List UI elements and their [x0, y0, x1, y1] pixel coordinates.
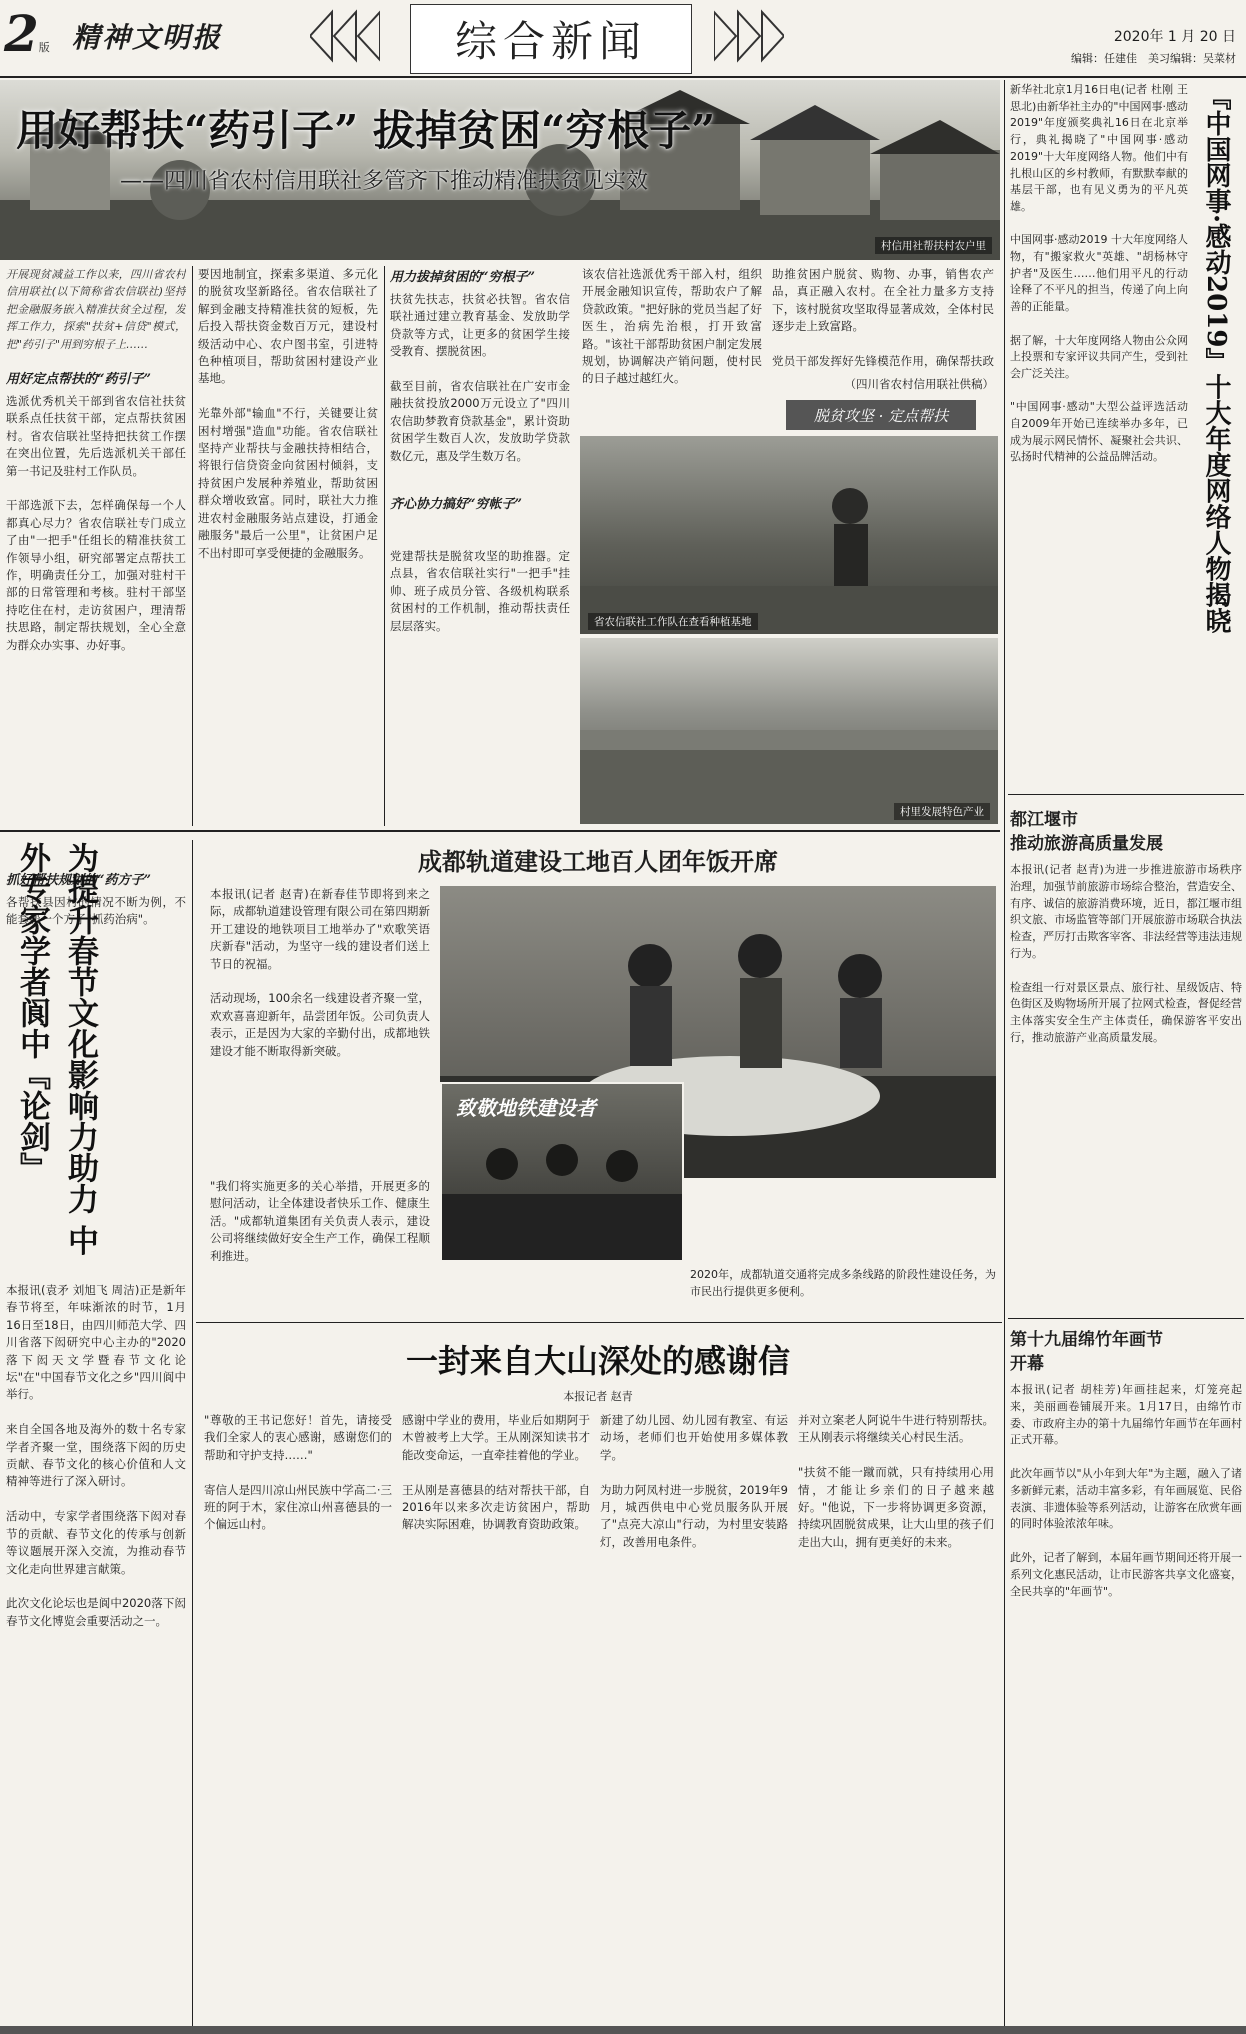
- lead-col1-text: 选派优秀机关干部到省农信社扶贫联系点任扶贫干部，定点帮扶贫困村。省农信联社坚持把扶贫工作摆在突出位置，先后选派机关干部任第一书记及驻村工作队员。 干部选派下去，怎样确保每一个人都真心尽力？省农信联社专门成立了由"一把手"任组长的精准扶贫工作领导小组，研究部署定点帮扶工作，明确责任分工，加强对驻村干部的日常管理和考核。驻村干部坚持吃住在村，走访贫困户，理清帮扶思路，制定帮扶规划，全心全意为群众办实事、办好事。: [6, 394, 186, 652]
- lead-signoff: （四川省农村信用联社供稿）: [844, 377, 994, 391]
- lead-col4-text: 该农信社选派优秀干部入村，组织开展金融知识宣传，帮助农户了解贷款政策。"把好脉的党员当起了好医生，治病先治根，打开致富路。"该社干部帮助贫困户制定发展规划，协调解决产销问题，使村民的日子越过越红火。: [582, 267, 762, 386]
- lead-col5-text: 助推贫困户脱贫、购物、办事，销售农产品，真正融入农村。在全社力量多方支持下，该村脱贫攻坚取得显著成效，全体村民逐步走上致富路。 党员干部发挥好先锋模范作用，确保帮扶政: [772, 267, 994, 369]
- metro-caption: 2020年，成都轨道交通将完成多条线路的阶段性建设任务，为市民出行提供更多便利。: [690, 1268, 996, 1299]
- lead-col1-tail: 各帮扶县因村的情况不断为例，不能套搬一个方子"抓药治病"。: [6, 895, 186, 927]
- letter-col3: 新建了幼儿园、幼儿园有教室、有运动场，老师们也开始使用多媒体教学。 为助力阿凤村进一步脱贫，2019年9月，城西供电中心党员服务队开展了"点亮大凉山"行动，为村里安装路灯，改善用电条件。: [600, 1413, 788, 1549]
- letter-col1: "尊敬的王书记您好！首先，请接受我们全家人的衷心感谢，感谢您们的帮助和守护支持……" 寄信人是四川凉山州民族中学高二·三班的阿于木，家住凉山州喜德县的一个偏远山村。: [204, 1413, 392, 1532]
- lead-photo-2-caption: 省农信联社工作队在查看种植基地: [588, 613, 758, 630]
- paper-name: 精神文明报: [72, 21, 223, 54]
- sidebar-divider: [1004, 80, 1005, 2030]
- footer-bar: [0, 2026, 1246, 2034]
- issue-date: 2020年 1 月 20 日: [1113, 29, 1236, 45]
- lead-subhead-4: 齐心协力搞好“穷帐子”: [390, 497, 522, 512]
- page-suffix: 版: [38, 41, 50, 54]
- editors-line: 编辑：任建佳 美习编辑：吴菜材: [1071, 52, 1236, 65]
- lead-photo-2: [580, 436, 998, 634]
- letter-col2: 感谢中学业的费用，毕业后如期阿于木曾被考上大学。王从刚深知读书才能改变命运，一直牵挂着他的学业。 王从刚是喜德县的结对帮扶干部，自2016年以来多次走访贫困户，帮助解决实际困难，协调教育资助政策。: [402, 1413, 590, 1532]
- ornament-left: [310, 6, 332, 66]
- lead-subtitle: ——四川省农村信用联社多管齐下推动精准扶贫见实效: [120, 169, 649, 194]
- left-story-title: 为提升春节文化影响力助力 中外专家学者阆中『论剑』: [14, 842, 98, 1256]
- lead-photo: [0, 80, 1000, 260]
- topic-badge: 脱贫攻坚 · 定点帮扶: [786, 400, 976, 430]
- sidebar-rule: [1008, 794, 1244, 795]
- section-title: 综合新闻: [454, 17, 647, 66]
- section-rule: [196, 1322, 1002, 1323]
- column-divider: [384, 266, 385, 826]
- letter-title: 一封来自大山深处的感谢信: [405, 1342, 790, 1380]
- lead-photo-3-caption: 村里发展特色产业: [894, 803, 990, 820]
- metro-photo-banner: 致敬地铁建设者: [456, 1096, 596, 1120]
- lead-headline: 用好帮扶“药引子” 拔掉贫困“穷根子”: [16, 106, 716, 155]
- sidebar-top-text: 新华社北京1月16日电(记者 杜刚 王思北)由新华社主办的"中国网事·感动2019"年度颁奖典礼16日在北京举行，典礼揭晓了"中国网事·感动2019"十大年度网络人物。他们中有扎根山区的乡村教师，有默默奉献的基层干部，也有见义勇为的平凡英雄。 中国网事·感动2019 十大年度网络人物，有"搬家救火"英雄、"胡杨林守护者"及医生……他们用平凡的行动诠释了不平凡的担当，传递了向上向善的正能量。 据了解，十大年度网络人物由公众网上投票和专家评议共同产生，受到社会广泛关注。 "中国网事·感动"大型公益评选活动自2009年开始已连续举办多年，已成为展示网民情怀、凝聚社会共识、弘扬时代精神的公益品牌活动。: [1010, 83, 1188, 464]
- metro-text-1: 本报讯(记者 赵青)在新春佳节即将到来之际，成都轨道建设管理有限公司在第四期新开工建设的地铁项目工地举办了"欢歌笑语庆新春"活动，为坚守一线的建设者们送上节日的祝福。 活动现场，100余名一线建设者齐聚一堂，欢欢喜喜迎新年，品尝团年饭。公司负责人表示，正是因为大家的辛勤付出，成都地铁建设才能不断取得新突破。: [210, 887, 430, 1058]
- page-number: [4, 4, 50, 64]
- section-title-box: [410, 4, 692, 74]
- sidebar-bottom-title: 第十九届绵竹年画节 开幕: [1010, 1330, 1163, 1374]
- metro-photo-inset: [440, 1082, 684, 1262]
- column-divider: [192, 266, 193, 826]
- ornament-right: [714, 6, 784, 70]
- lead-subhead-3: 用力拔掉贫困的“穷根子”: [390, 270, 535, 285]
- metro-text-2: "我们将实施更多的关心举措，开展更多的慰问活动，让全体建设者快乐工作、健康生活。"成都轨道集团有关负责人表示，建设公司将继续做好安全生产工作，确保工程顺利推进。: [210, 1179, 430, 1263]
- letter-col4: 并对立案老人阿说牛牛进行特别帮扶。王从刚表示将继续关心村民生活。 "扶贫不能一蹴而就，只有持续用心用情，才能让乡亲们的日子越来越好。"他说，下一步将协调更多资源，持续巩固脱贫成果，让大山里的孩子们走出大山，拥有更美好的未来。: [798, 1413, 994, 1549]
- sidebar-mid-title: 都江堰市 推动旅游高质量发展: [1010, 810, 1163, 854]
- lead-subhead-2: 抓好帮扶规划的“药方子”: [6, 873, 151, 888]
- column-divider: [192, 840, 193, 2030]
- sidebar-top-title: 『中国网事·感动2019』十大年度网络人物揭晓: [1201, 84, 1231, 634]
- page-number-digit: 2: [4, 4, 39, 63]
- metro-title: 成都轨道建设工地百人团年饭开席: [418, 848, 778, 876]
- masthead: [0, 0, 1246, 78]
- sidebar-mid-text: 本报讯(记者 赵青)为进一步推进旅游市场秩序治理，加强节前旅游市场综合整治，营造安全、有序、诚信的旅游消费环境，近日，都江堰市组织文旅、市场监管等部门开展旅游市场联合执法检查，严厉打击欺客宰客、非法经营等违法违规行为。 检查组一行对景区景点、旅行社、星级饭店、特色街区及购物场所开展了拉网式检查，督促经营主体落实安全生产主体责任，确保游客平安出行，推动旅游产业高质量发展。: [1010, 863, 1242, 1044]
- lead-photo-caption: 村信用社帮扶村农户里: [875, 237, 992, 254]
- letter-byline: 本报记者 赵青: [563, 1390, 633, 1403]
- sidebar-bottom-text: 本报讯(记者 胡桂芳)年画挂起来，灯笼亮起来，美丽画卷铺展开来。1月17日，由绵竹市委、市政府主办的第十九届绵竹年画节在年画村正式开幕。 此次年画节以"从小年到大年"为主题，融入了诸多新鲜元素，活动丰富多彩，有年画展览、民俗表演、非遗体验等系列活动，让游客在欣赏年画的同时体验浓浓年味。 此外，记者了解到，本届年画节期间还将开展一系列文化惠民活动，让市民游客共享文化盛宴，全民共享的"年画节"。: [1010, 1383, 1242, 1598]
- sidebar-rule: [1008, 1318, 1244, 1319]
- left-story-text: 本报讯(袁矛 刘旭飞 周洁)正是新年春节将至，年味渐浓的时节，1月16日至18日，由四川师范大学、四川省落下闳研究中心主办的"2020落下闳天文学暨春节文化论坛"在"中国春节文化之乡"四川阆中举行。 来自全国各地及海外的数十名专家学者齐聚一堂，围绕落下闳的历史贡献、春节文化的核心价值和人文精神等进行了深入研讨。 活动中，专家学者围绕落下闳对春节的贡献、春节文化的传承与创新等议题展开深入交流，为推动春节文化走向世界建言献策。 此次文化论坛也是阆中2020落下闳春节文化博览会重要活动之一。: [6, 1283, 186, 1628]
- lead-intro: 开展现贫减益工作以来，四川省农村信用联社(以下简称省农信联社)坚持把金融服务嵌入精准扶贫全过程，发挥工作力，探索"扶贫+信贷"模式，把"药引子"用到穷根子上……: [6, 268, 186, 351]
- lead-col2-text: 要因地制宜，探索多渠道、多元化的脱贫攻坚新路径。省农信联社了解到金融支持精准扶贫的短板，先后投入帮扶资金数百万元，建设村级活动中心、农户图书室，引进特色种植项目，帮助贫困村建设产业基地。 光靠外部"输血"不行，关键要让贫困村增强"造血"功能。省农信联社坚持产业帮扶与金融扶持相结合，将银行信贷资金向贫困村倾斜，支持贫困户发展种养殖业，帮助贫困群众增收致富。同时，联社大力推进农村金融服务站点建设，打通金融服务"最后一公里"，让贫困户足不出村即可享受便捷的金融服务。: [198, 267, 378, 560]
- section-rule: [0, 830, 1000, 832]
- lead-subhead-1: 用好定点帮扶的“药引子”: [6, 372, 151, 387]
- lead-col3-text: 扶贫先扶志，扶贫必扶智。省农信联社通过建立教育基金、发放助学贷款等方式，让更多的贫困学生接受教育、摆脱贫困。 截至目前，省农信联社在广安市金融扶贫投放2000万元设立了"四川农信助梦教育贷款基金"，累计资助贫困学生数百人次，发放助学贷款数亿元，惠及学生数万名。: [390, 292, 570, 463]
- lead-photo-3: [580, 638, 998, 824]
- lead-col3-tail: 党建帮扶是脱贫攻坚的助推器。定点县，省农信联社实行"一把手"挂帅、班子成员分管、各级机构联系贫困村的工作机制，推动帮扶责任层层落实。: [390, 549, 570, 633]
